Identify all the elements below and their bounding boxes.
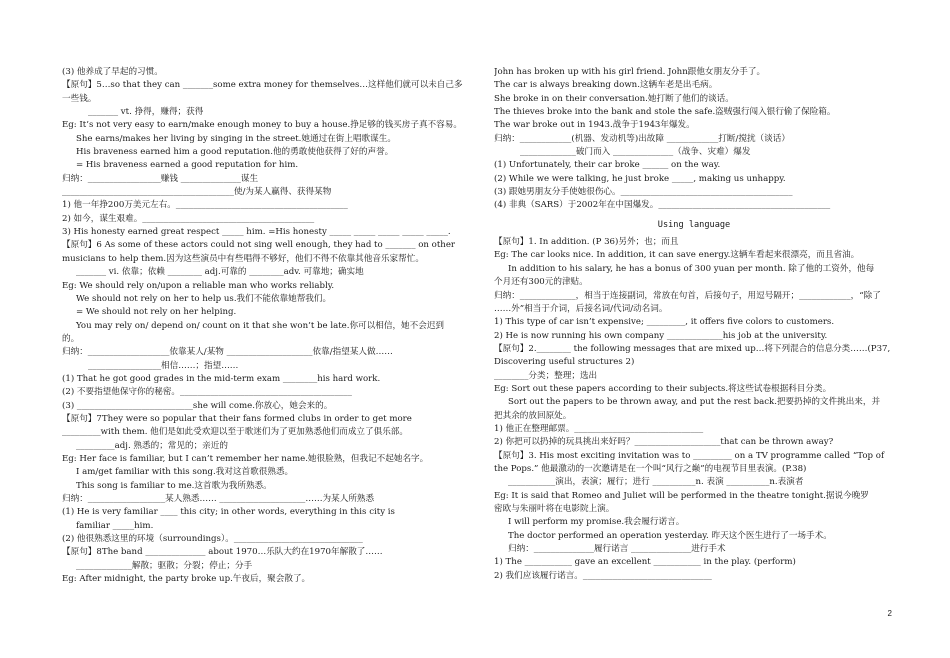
text-line: Eg: It’s not very easy to earn/make enough money to buy a house.挣足够的钱买房子真不容易。	[62, 120, 462, 131]
text-line: 2) 你把可以扔掉的玩具挑出来好吗？____________________that can be thrown away?	[494, 437, 834, 448]
right-top-section	[494, 66, 894, 213]
section-heading-using-language: Using language	[657, 219, 731, 230]
text-line: ________分类；整理；选出	[494, 370, 598, 381]
text-line: ________________________________________使/为某人赢得、获得某物	[62, 187, 332, 198]
text-line: (1) Unfortunately, their car broke ______ on the way.	[494, 160, 721, 171]
text-line: 一些钱。	[62, 93, 97, 104]
text-line: 2) He is now running his own company _____________his job at the university.	[494, 330, 828, 341]
text-line: 2) 如今，谋生艰难。________________________________________	[62, 213, 315, 224]
text-line: familiar _____him.	[76, 520, 154, 531]
text-line: musicians to help them.因为这些演员中有些唱得不够好，他们不得不依靠其他音乐家帮忙。	[62, 253, 424, 264]
page-number: 2	[887, 609, 892, 618]
right-column	[494, 66, 894, 583]
text-line: 1) 他一年挣200万美元左右。________________________________________	[62, 200, 348, 211]
text-line: (1) That he got good grades in the mid-term exam ________his hard work.	[62, 373, 381, 384]
text-line: ……外”相当于介词，后接名词/代词/动名词。	[494, 303, 668, 314]
text-line: In addition to his salary, he has a bonus of 300 yuan per month. 除了他的工资外，他每	[508, 263, 875, 274]
text-line: (3) 他养成了早起的习惯。	[62, 67, 163, 77]
text-line: 归纳：____________(机器、发动机等)出故障 ____________打断/搅扰（谈话）	[494, 133, 790, 144]
text-line: 1) The ___________ gave an excellent ___________ in the play. (perform)	[494, 557, 796, 568]
text-line: (2) 他很熟悉这里的环境（surroundings）。______________________________	[62, 534, 363, 545]
text-line: _____________破门而入 ______________（战争、灾难）爆发	[520, 147, 751, 158]
text-line: 3) His honesty earned great respect _____ him. =His honesty _____ _____ _____ _____ _____.	[62, 227, 451, 238]
text-line: The car is always breaking down.这辆车老是出毛病。	[494, 80, 718, 91]
text-line: 【原句】1. In addition. (P 36)另外；也；而且	[494, 237, 679, 248]
text-line: She broke in on their conversation.她打断了他们的谈话。	[494, 93, 734, 104]
text-line: 【原句】6 As some of these actors could not sing well enough, they had to _______ on other	[62, 240, 456, 251]
text-line: 归纳：______________履行诺言 ______________进行手术	[508, 544, 726, 555]
text-line: You may rely on/ depend on/ count on it that she won’t be late.你可以相信，她不会迟到	[76, 320, 445, 331]
text-line: _______ vi. 依靠；依赖 ________ adj.可靠的 ________adv. 可靠地；确实地	[76, 267, 364, 278]
right-bottom-section	[494, 236, 894, 583]
text-line: Sort out the papers to be thrown away, and put the rest back.把要扔掉的文件挑出来，并	[508, 397, 881, 408]
text-line: the Pops.” 他最激动的一次邀请是在一个叫“风行之巅”的电视节目里表演。(P.38)	[494, 463, 807, 474]
text-line: 把其余的放回原处。	[494, 410, 572, 421]
text-line: The thieves broke into the bank and stole the safe.盗贼强行闯入银行偷了保险箱。	[494, 107, 836, 118]
text-line: 归纳：_____________，相当于连接副词，常放在句首，后接句子，用逗号隔开；____________，“除了	[494, 290, 881, 301]
text-line: 的。	[62, 333, 80, 344]
text-line: _____________解散；驱散；分裂；停止；分手	[76, 560, 253, 571]
text-line: 归纳：_________________赚钱 ______________谋生	[62, 173, 259, 184]
text-line: _________________相信……；指望……	[88, 360, 239, 371]
text-line: ___________演出，表演；履行；进行 __________n. 表演 __________n.表演者	[508, 477, 804, 488]
text-line: _________with them. 他们是如此受欢迎以至于歌迷们为了更加熟悉他们而成立了俱乐部。	[62, 427, 408, 438]
text-line: Discovering useful structures 2)	[494, 357, 635, 368]
text-line: Eg: We should rely on/upon a reliable man who works reliably.	[62, 280, 335, 291]
text-line: (1) He is very familiar ____ this city; in other words, everything in this city is	[62, 507, 395, 518]
text-line: 【原句】3. His most exciting invitation was to _________ on a TV programme called “Top of	[494, 450, 885, 461]
text-line: John has broken up with his girl friend. John跟他女朋友分手了。	[494, 67, 766, 77]
text-line: 【原句】5…so that they can _______some extra money for themselves…这样他们就可以未自己多	[62, 80, 463, 91]
text-line: (2) 不要指望他保守你的秘密。________________________________________	[62, 387, 352, 398]
text-line: His braveness earned him a good reputation.他的勇敢使他获得了好的声誉。	[76, 147, 394, 158]
text-line: 密欧与朱丽叶将在电影院上演。	[494, 504, 615, 514]
text-line: 1) 他正在整理邮票。______________________________	[494, 423, 704, 434]
text-line: _________adj. 熟悉的；常见的；亲近的	[76, 440, 228, 451]
text-line: Eg: It is said that Romeo and Juliet will be performed in the theatre tonight.据说今晚罗	[494, 490, 869, 501]
text-line: 【原句】8The band ______________ about 1970…乐队大约在1970年解散了……	[62, 547, 383, 558]
text-line: I will perform my promise.我会履行诺言。	[508, 517, 685, 528]
text-line: This song is familiar to me.这首歌为我所熟悉。	[76, 480, 272, 491]
text-line: Eg: Sort out these papers according to their subjects.将这些试卷根据科目分类。	[494, 383, 832, 394]
text-line: (2) While we were talking, he just broke _____, making us unhappy.	[494, 173, 786, 184]
text-line: (4) 非典（SARS）于2002年在中国爆发。________________________________________	[494, 200, 831, 211]
text-line: She earns/makes her living by singing in the street.她通过在街上唱歌谋生。	[76, 133, 396, 144]
text-line: 【原句】7They were so popular that their fans formed clubs in order to get more	[62, 413, 412, 424]
text-line: _______ vt. 挣得，赚得；获得	[88, 107, 204, 118]
text-line: = We should not rely on her helping.	[76, 307, 237, 318]
text-line: (3) ___________________________she will come.你放心，她会来的。	[62, 400, 333, 411]
text-line: 归纳：___________________依靠某人/某物 ____________________依靠/指望某人做……	[62, 347, 393, 358]
text-line: 个月还有300元的津贴。	[494, 277, 588, 288]
text-line: 1) This type of car isn’t expensive; _________, it offers five colors to customers.	[494, 317, 835, 328]
text-line: 2) 我们应该履行诺言。______________________________	[494, 570, 712, 581]
text-line: = His braveness earned a good reputation for him.	[76, 160, 299, 171]
text-line: Eg: Her face is familiar, but I can’t remember her name.她很脸熟，但我记不起她名字。	[62, 453, 429, 464]
text-line: Eg: The car looks nice. In addition, it can save energy.这辆车看起来很漂亮，而且省油。	[494, 250, 860, 261]
text-line: The war broke out in 1943.战争于1943年爆发。	[494, 120, 695, 131]
text-line: 【原句】2.________ the following messages that are mixed up…将下列混合的信息分类……(P37,	[494, 343, 891, 354]
text-line: The doctor performed an operation yesterday. 昨天这个医生进行了一场手术。	[508, 530, 832, 541]
text-line: We should not rely on her to help us.我们不能依靠她帮我们。	[76, 293, 332, 304]
left-column	[62, 66, 472, 586]
text-line: (3) 跟她男朋友分手使她很伤心。________________________________________	[494, 187, 793, 198]
text-line: Eg: After midnight, the party broke up.午夜后，聚会散了。	[62, 574, 311, 585]
text-line: I am/get familiar with this song.我对这首歌很熟悉。	[76, 467, 294, 478]
text-line: 归纳：__________________某人熟悉…… ____________________……为某人所熟悉	[62, 494, 375, 504]
